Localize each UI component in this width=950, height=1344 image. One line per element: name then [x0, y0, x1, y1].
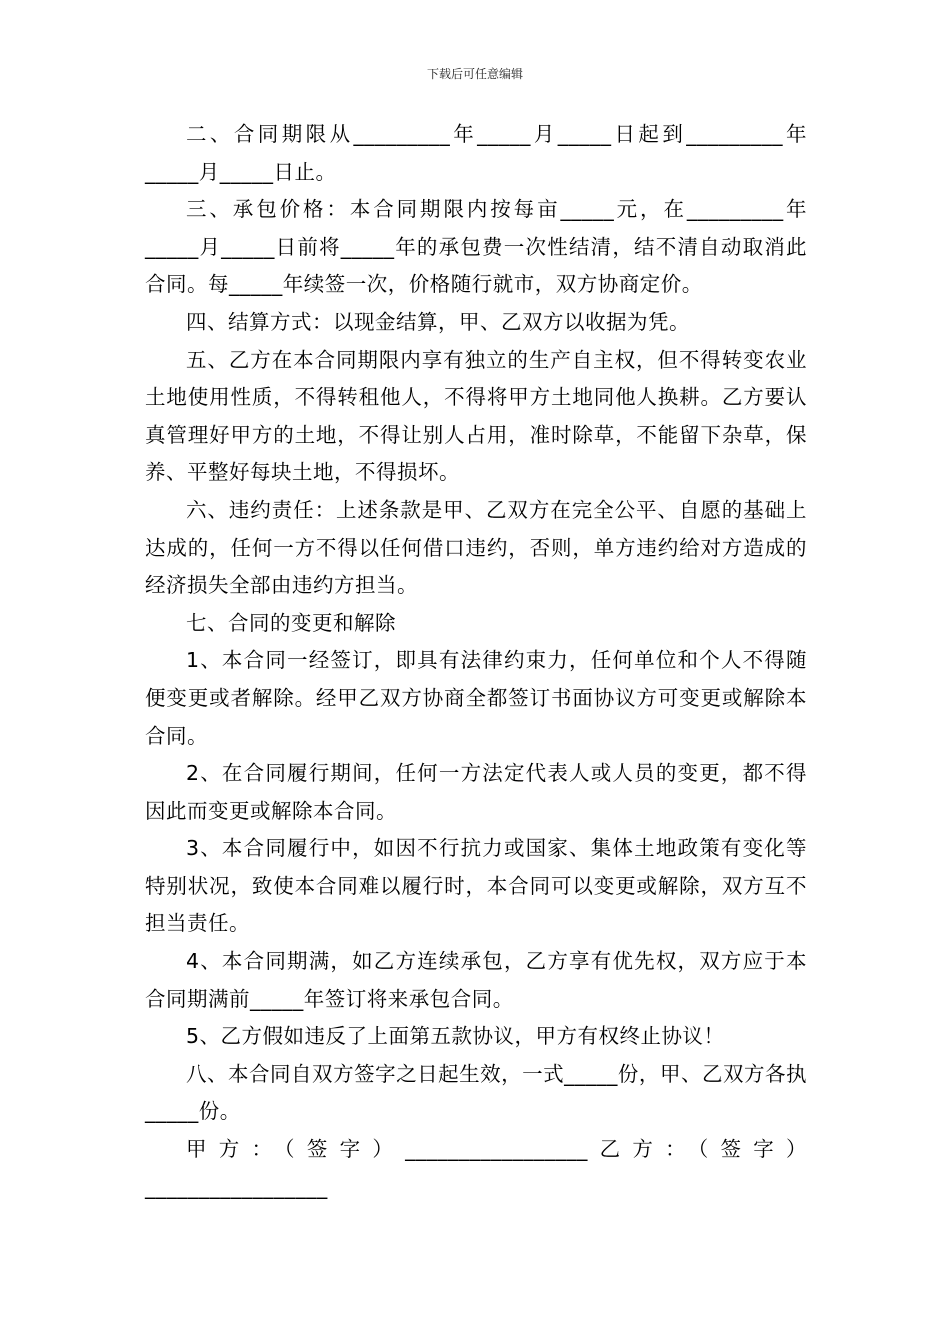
- page-header: 下载后可任意编辑: [426, 67, 523, 81]
- sub-clause-5: 5、乙方假如违反了上面第五款协议，甲方有权终止协议！: [186, 1024, 725, 1049]
- sub-clause-3: 3、本合同履行中，如因不行抗力或国家、集体土地政策有变化等特别状况，致使本合同难以履行时，本合同可以变更或解除，双方互不担当责任。: [145, 836, 807, 936]
- document-body: [145, 116, 807, 1206]
- clause-contract-price: 三、承包价格：本合同期限内按每亩_____元，在_________年_____月_____日前将_____年的承包费一次性结清，结不清自动取消此合同。每_____年续签一次，价格随行就市，双方协商定价。: [145, 197, 807, 297]
- clause-breach-liability: 六、违约责任：上述条款是甲、乙双方在完全公平、自愿的基础上达成的，任何一方不得以任何借口违约，否则，单方违约给对方造成的经济损失全部由违约方担当。: [145, 497, 807, 598]
- sub-clause-4: 4、本合同期满，如乙方连续承包，乙方享有优先权，双方应于本合同期满前_____年签订将来承包合同。: [145, 949, 807, 1011]
- clause-settlement-method: 四、结算方式：以现金结算，甲、乙双方以收据为凭。: [186, 309, 690, 334]
- signature-line: 甲方：（签字）_________________乙方：（签字）_________________: [145, 1137, 807, 1199]
- clause-effective-date: 八、本合同自双方签字之日起生效，一式_____份，甲、乙双方各执_____份。: [145, 1061, 807, 1124]
- clause-change-termination-heading: 七、合同的变更和解除: [186, 610, 396, 635]
- sub-clause-1: 1、本合同一经签订，即具有法律约束力，任何单位和个人不得随便变更或者解除。经甲乙双方协商全都签订书面协议方可变更或解除本合同。: [145, 648, 807, 748]
- sub-clause-2: 2、在合同履行期间，任何一方法定代表人或人员的变更，都不得因此而变更或解除本合同。: [145, 761, 807, 823]
- clause-contract-term: 二、合同期限从_________年_____月_____日起到_________年_____月_____日止。: [145, 122, 807, 184]
- clause-party-b-rights: 五、乙方在本合同期限内享有独立的生产自主权，但不得转变农业土地使用性质，不得转租他人，不得将甲方土地同他人换耕。乙方要认真管理好甲方的土地，不得让别人占用，准时除草，不能留下杂草，保养、平整好每块土地，不得损坏。: [145, 347, 807, 485]
